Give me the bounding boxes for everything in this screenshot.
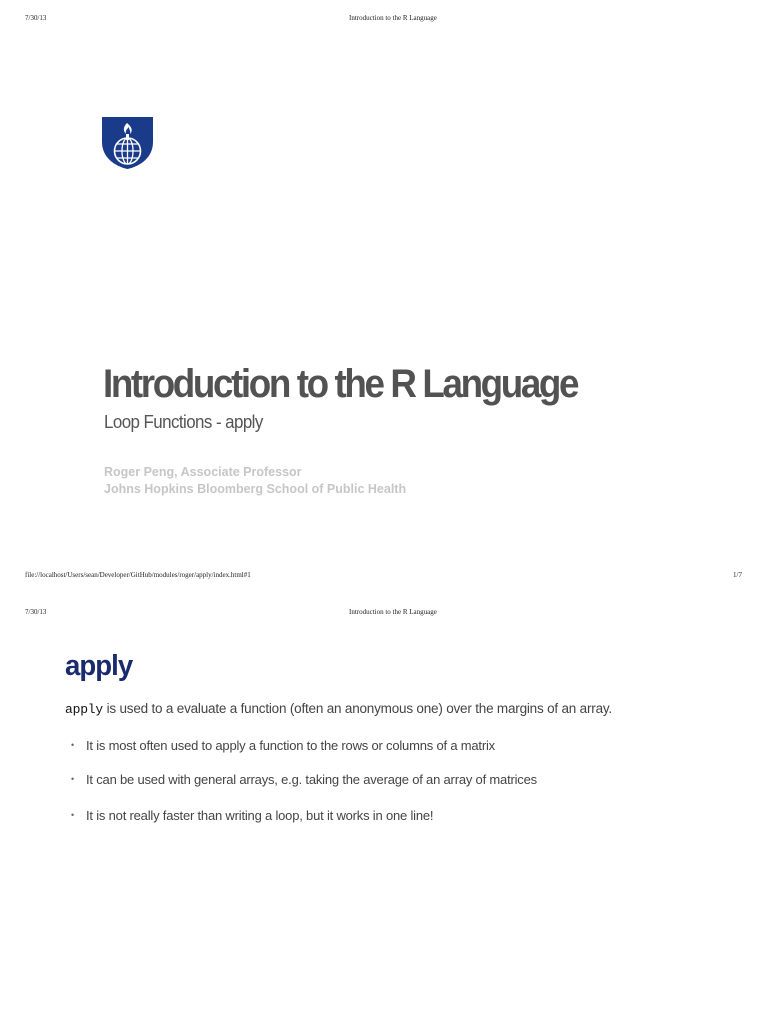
bullet-icon: • <box>71 740 74 750</box>
print-footer-page: 1/7 <box>733 571 742 579</box>
author-affiliation: Johns Hopkins Bloomberg School of Public Health <box>104 482 407 496</box>
bullet-icon: • <box>71 810 74 820</box>
list-item-text: It can be used with general arrays, e.g. taking the average of an array of matrices <box>86 772 537 787</box>
print-header-date: 7/30/13 <box>25 14 47 22</box>
intro-text: is used to a evaluate a function (often an anonymous one) over the margins of an array. <box>103 701 612 716</box>
author-name: Roger Peng, Associate Professor <box>104 465 302 479</box>
slide-heading: apply <box>65 650 133 682</box>
list-item <box>71 772 537 787</box>
bullet-icon: • <box>71 774 74 784</box>
list-item <box>71 808 433 823</box>
list-item-text: It is most often used to apply a function to the rows or columns of a matrix <box>86 738 495 753</box>
intro-code: apply <box>65 702 104 717</box>
print-header-title: Introduction to the R Language <box>349 608 437 616</box>
print-footer-url: file://localhost/Users/sean/Developer/GitHub/modules/roger/apply/index.html#1 <box>25 571 251 579</box>
list-item <box>71 738 495 753</box>
page-title: Introduction to the R Language <box>103 362 578 406</box>
intro-paragraph <box>65 701 612 717</box>
print-header-title: Introduction to the R Language <box>349 14 437 22</box>
list-item-text: It is not really faster than writing a loop, but it works in one line! <box>86 808 434 823</box>
print-header-date: 7/30/13 <box>25 608 47 616</box>
page-subtitle: Loop Functions - apply <box>104 412 263 432</box>
jhu-shield-icon <box>101 116 154 170</box>
